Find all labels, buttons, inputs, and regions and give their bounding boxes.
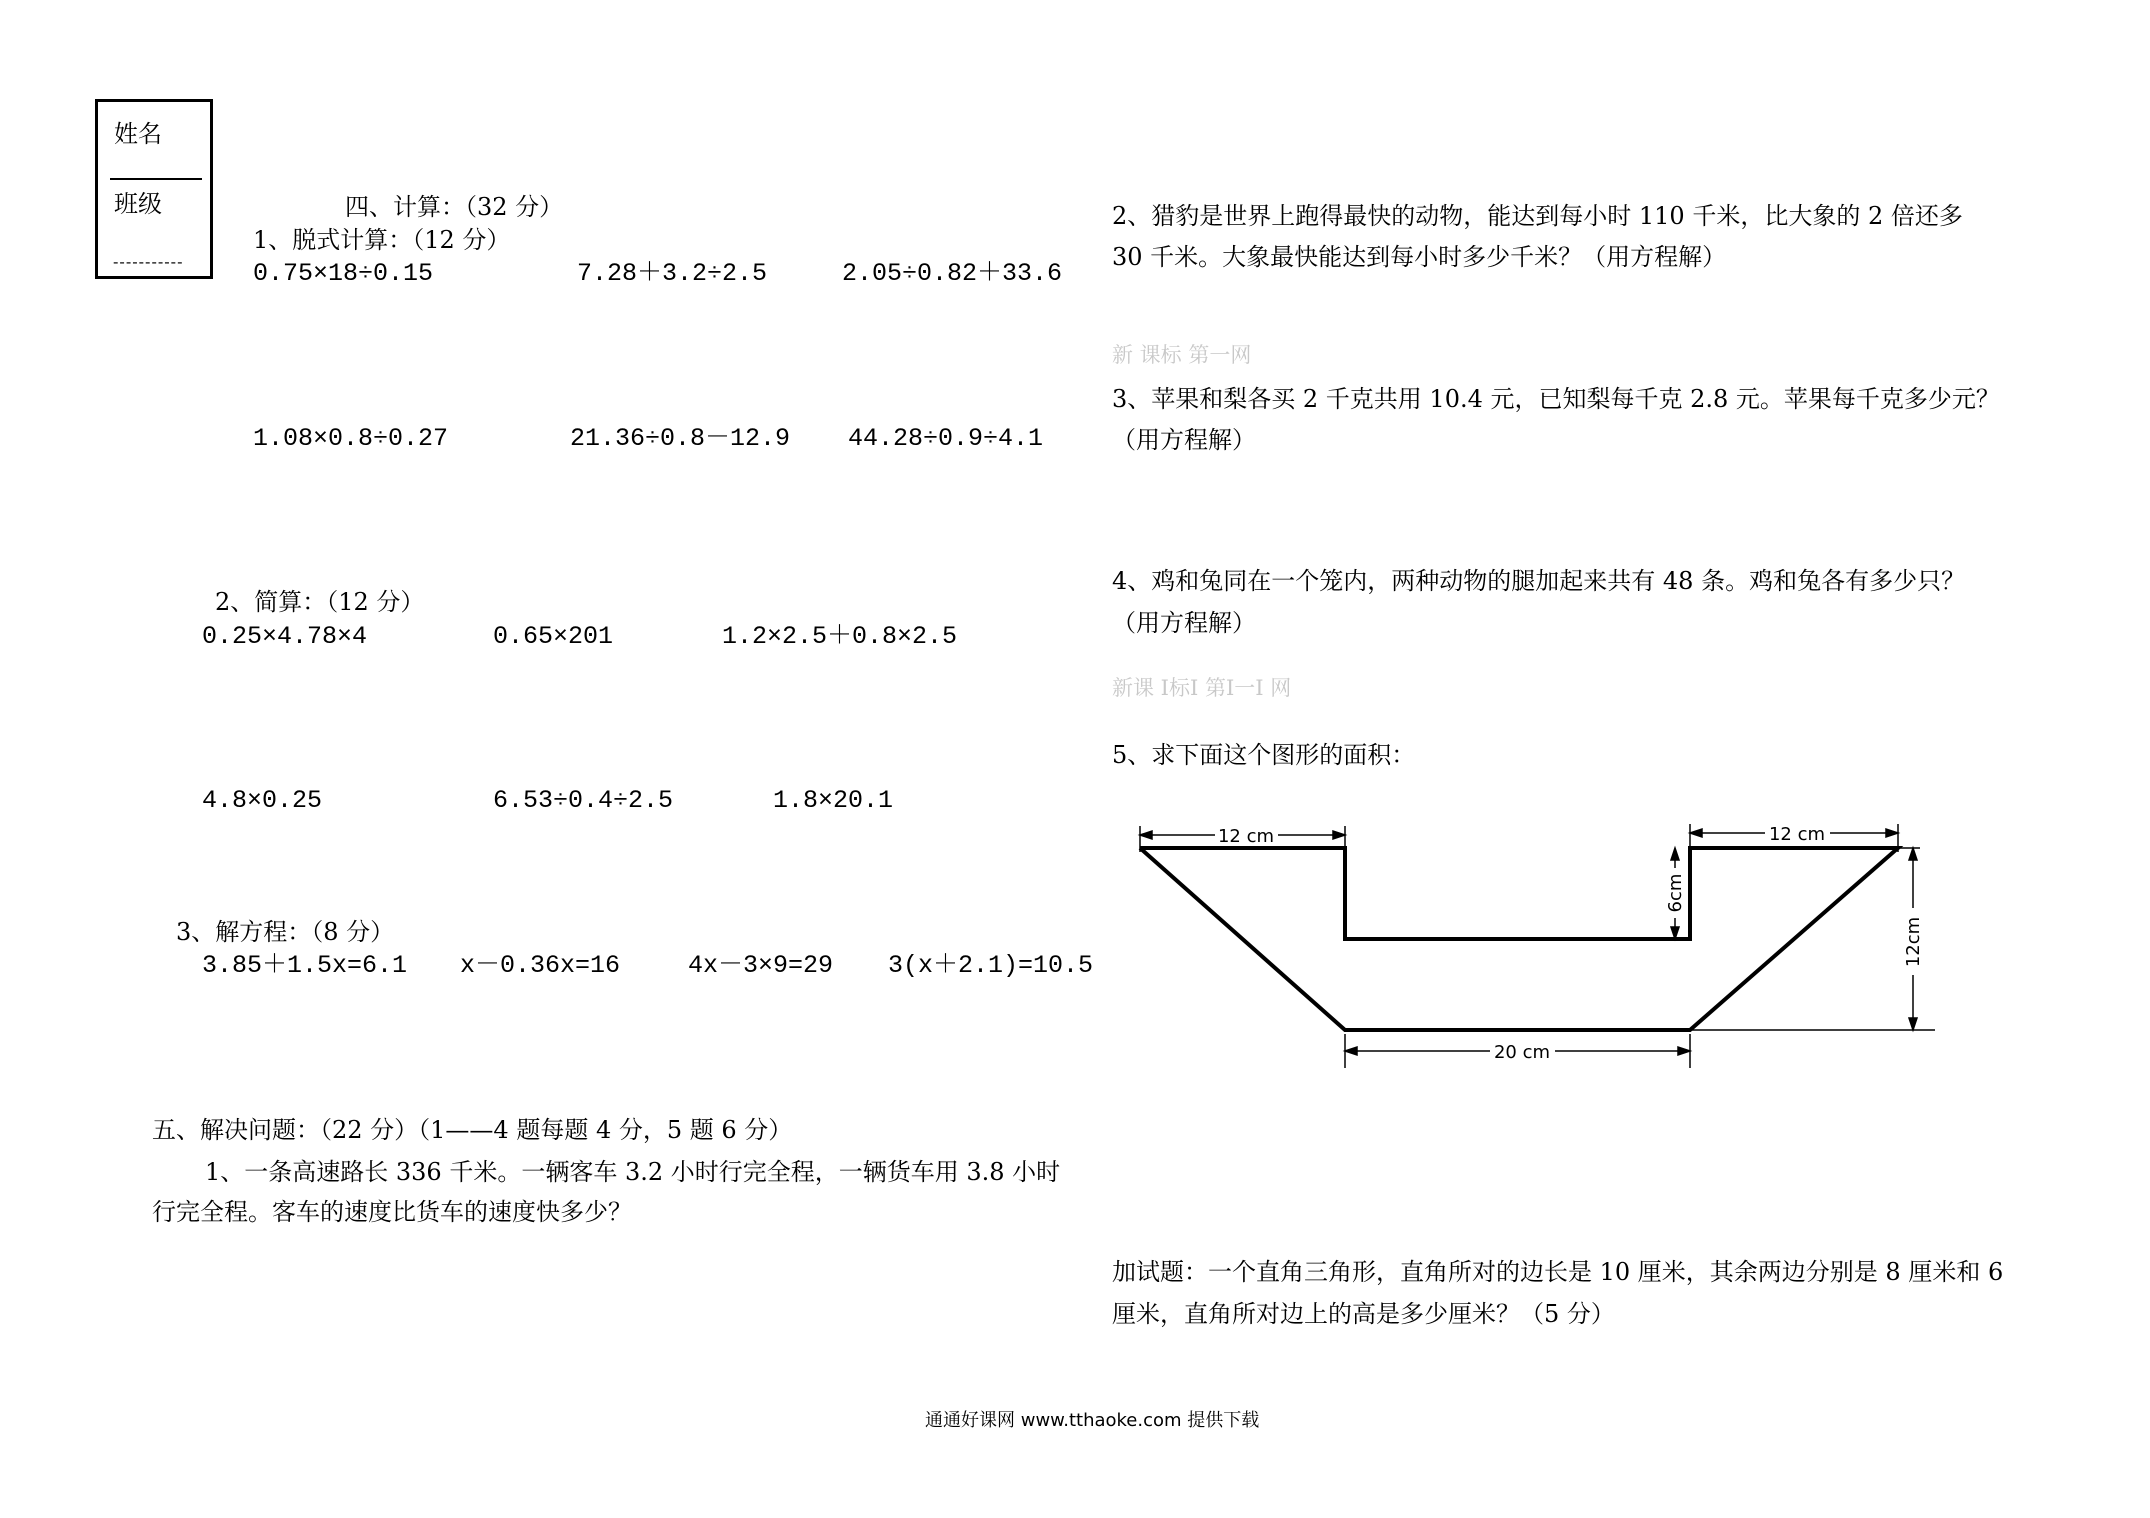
bonus-question-cont: 厘米，直角所对边上的高是多少厘米？（5 分） <box>1112 1300 1615 1328</box>
expr: 21.36÷0.8－12.9 <box>570 424 791 453</box>
label-inner-height: 6cm <box>1665 873 1686 913</box>
sub3-title: 3、解方程：（8 分） <box>176 918 395 946</box>
equation: 3(x＋2.1)=10.5 <box>888 951 1094 980</box>
question-2-cont: 30 千米。大象最快能达到每小时多少千米？（用方程解） <box>1112 243 1727 271</box>
expr: 2.05÷0.82＋33.6 <box>842 259 1063 288</box>
question-1-cont: 行完全程。客车的速度比货车的速度快多少？ <box>152 1198 632 1226</box>
expr: 44.28÷0.9÷4.1 <box>848 424 1044 453</box>
section4-title: 四、计算：（32 分） <box>345 193 564 221</box>
question-2: 2、猎豹是世界上跑得最快的动物，能达到每小时 110 千米，比大象的 2 倍还多 <box>1112 202 1963 230</box>
figure-outline <box>1140 848 1898 1030</box>
equation: 4x－3×9=29 <box>688 951 834 980</box>
watermark: 新 课标 第一网 <box>1112 343 1252 367</box>
class-label: 班级 <box>114 190 162 218</box>
class-dash-line: ----------- <box>113 252 184 271</box>
expr: 6.53÷0.4÷2.5 <box>493 786 674 815</box>
label-bottom: 20 cm <box>1493 1042 1551 1063</box>
watermark: 新课 I标I 第I一I 网 <box>1112 676 1292 700</box>
label-top-right: 12 cm <box>1768 824 1826 845</box>
expr: 1.08×0.8÷0.27 <box>253 424 449 453</box>
label-outer-height: 12cm <box>1903 916 1924 968</box>
name-line <box>110 178 202 180</box>
name-class-box <box>95 99 213 279</box>
section5-title: 五、解决问题：（22 分）（1——4 题每题 4 分，5 题 6 分） <box>152 1116 793 1144</box>
question-5: 5、求下面这个图形的面积： <box>1112 741 1416 769</box>
question-3-cont: （用方程解） <box>1112 426 1256 454</box>
name-label: 姓名 <box>114 120 162 148</box>
expr: 4.8×0.25 <box>202 786 323 815</box>
footer: 通通好课网 www.tthaoke.com 提供下载 <box>925 1410 1260 1431</box>
question-3: 3、苹果和梨各买 2 千克共用 10.4 元，已知梨每千克 2.8 元。苹果每千克多少元？ <box>1112 385 2000 413</box>
equation: 3.85＋1.5x=6.1 <box>202 951 408 980</box>
expr: 1.2×2.5＋0.8×2.5 <box>722 622 958 651</box>
question-4-cont: （用方程解） <box>1112 609 1256 637</box>
bonus-question: 加试题：一个直角三角形，直角所对的边长是 10 厘米，其余两边分别是 8 厘米和 6 <box>1112 1258 2004 1286</box>
label-top-left: 12 cm <box>1217 826 1275 847</box>
expr: 0.25×4.78×4 <box>202 622 368 651</box>
question-1: 1、一条高速路长 336 千米。一辆客车 3.2 小时行完全程，一辆货车用 3.8 小时 <box>205 1158 1061 1186</box>
question-4: 4、鸡和兔同在一个笼内，两种动物的腿加起来共有 48 条。鸡和兔各有多少只？ <box>1112 567 1966 595</box>
sub2-title: 2、简算：（12 分） <box>215 588 425 616</box>
expr: 7.28＋3.2÷2.5 <box>577 259 768 288</box>
sub1-title: 1、脱式计算：（12 分） <box>253 226 511 254</box>
expr: 0.75×18÷0.15 <box>253 259 434 288</box>
expr: 1.8×20.1 <box>773 786 894 815</box>
area-figure <box>1125 815 1945 1075</box>
expr: 0.65×201 <box>493 622 614 651</box>
equation: x－0.36x=16 <box>460 951 621 980</box>
